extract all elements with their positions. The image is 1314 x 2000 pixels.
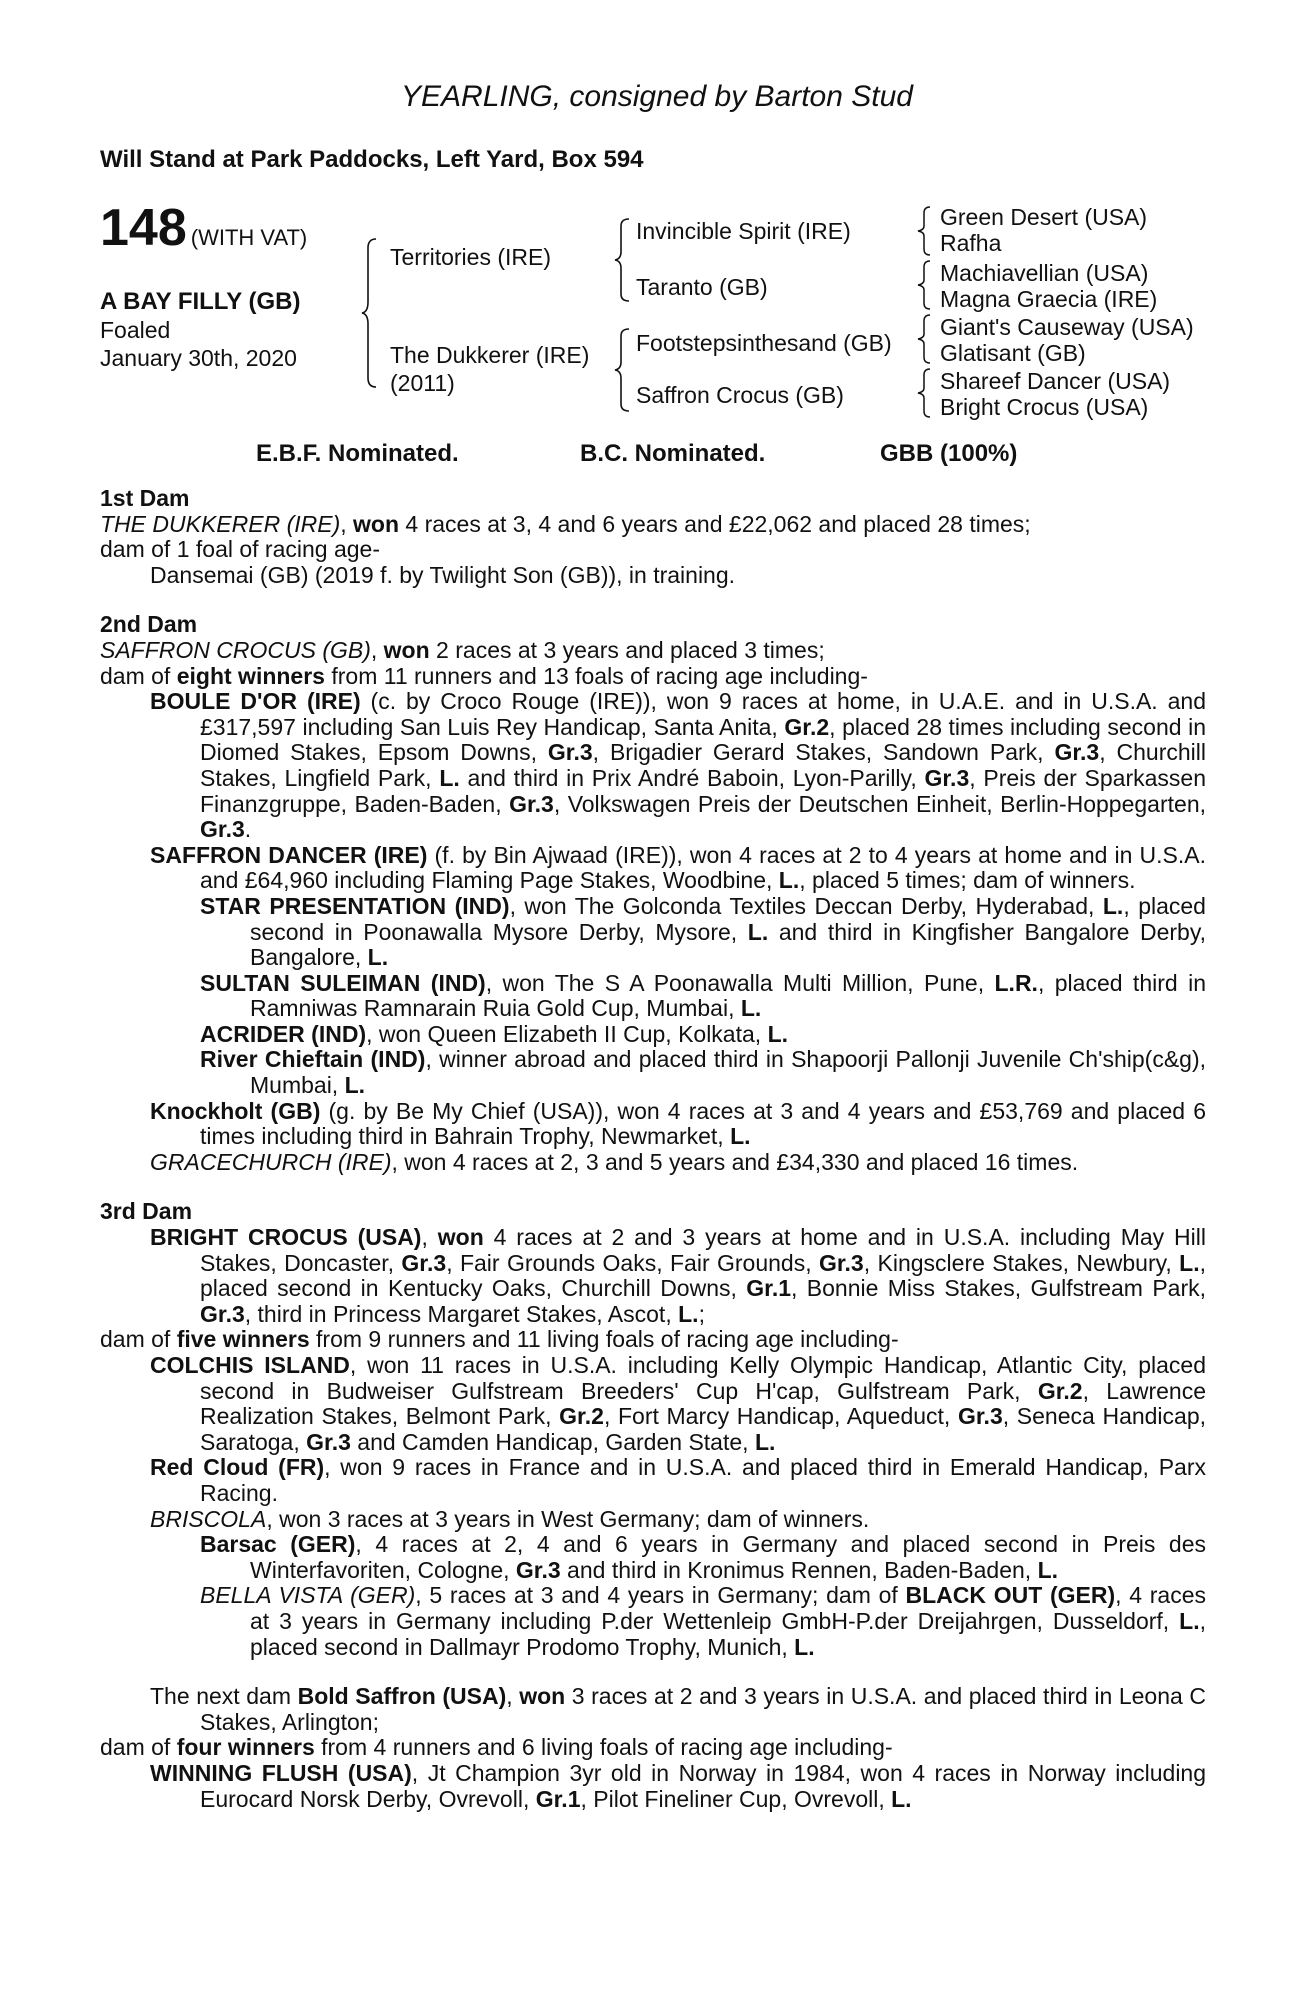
pedigree-entry [100, 1353, 1206, 1455]
pedigree-entry [100, 537, 1206, 563]
entry-text: dam of [100, 662, 177, 689]
entry-text: SULTAN SULEIMAN (IND) [200, 969, 486, 996]
pedigree-ss-sire: Green Desert (USA) [940, 204, 1148, 230]
entry-text: , Kingsclere Stakes, Newbury, [863, 1249, 1180, 1276]
pedigree-entry [100, 1455, 1206, 1506]
pedigree-entry [100, 664, 1206, 690]
foaled-date: January 30th, 2020 [100, 345, 297, 371]
entry-text: River Chieftain (IND) [200, 1046, 426, 1073]
pedigree-entry [100, 1761, 1206, 1812]
entry-text: ; [698, 1300, 705, 1327]
entry-text: and third in Prix André Baboin, Lyon-Parilly, [459, 764, 925, 791]
pedigree-entry [100, 1150, 1206, 1176]
pedigree-entry [100, 843, 1206, 894]
pedigree-entry [100, 563, 1206, 589]
gbb-rating: GBB (100%) [880, 440, 1018, 467]
pedigree-brace-sire [615, 218, 631, 302]
entry-text: won [437, 1224, 484, 1251]
entry-text: L. [778, 867, 800, 894]
entry-text: Gr.3 [924, 764, 970, 791]
pedigree-sire-dam: Taranto (GB) [636, 274, 768, 300]
pedigree-entry [100, 1507, 1206, 1533]
dam-section [100, 1684, 1206, 1812]
entry-text: , third in Princess Margaret Stakes, Ascot, [244, 1300, 679, 1327]
entry-text: Gr.1 [746, 1275, 792, 1302]
entry-text: Bold Saffron (USA) [297, 1683, 507, 1710]
entry-text: , won 3 races at 3 years in West Germany; dam of winners. [266, 1505, 870, 1532]
entry-text: L. [767, 1020, 789, 1047]
pedigree-entry [100, 894, 1206, 971]
entry-text: L. [439, 764, 460, 791]
entry-text: Gr.3 [200, 816, 245, 843]
entry-text: Gr.3 [306, 1428, 351, 1455]
entry-text: , Lawrence Realization Stakes, Belmont Park, [200, 1377, 1206, 1430]
pedigree-entry [100, 512, 1206, 538]
entry-text: , Bonnie Miss Stakes, Gulfstream Park, [791, 1275, 1206, 1302]
pedigree-entry [100, 1735, 1206, 1761]
entry-text: , 5 races at 3 and 4 years in Germany; dam of [415, 1582, 906, 1609]
foaled-label: Foaled [100, 317, 171, 343]
entry-text: L. [367, 944, 389, 971]
entry-text: , [340, 510, 354, 537]
entry-text: L. [1102, 892, 1124, 919]
entry-text: L. [891, 1785, 912, 1812]
entry-text: (c. by Croco Rouge (IRE)), won 9 races at home, in U.A.E. and in U.S.A. and £317,597 including San Luis Rey Handicap, Santa Anita, [200, 688, 1206, 740]
entry-text: , won 4 races at 2, 3 and 5 years and £34,330 and placed 16 times. [391, 1148, 1079, 1175]
pedigree-entry [100, 689, 1206, 843]
entry-text: COLCHIS ISLAND [150, 1352, 350, 1378]
pedigree-sire: Territories (IRE) [390, 244, 552, 270]
vat-note: (WITH VAT) [190, 225, 308, 250]
pedigree-dam-dam: Saffron Crocus (GB) [636, 382, 844, 408]
entry-text: L. [678, 1300, 699, 1327]
pedigree-entry [100, 971, 1206, 1022]
entry-text: Gr.3 [818, 1249, 864, 1276]
entry-text: , [421, 1224, 438, 1251]
entry-text: L. [794, 1633, 815, 1660]
entry-text: , Churchill Stakes, Lingfield Park, [200, 739, 1206, 791]
foaled-info [100, 316, 297, 372]
entry-text: L.R. [994, 969, 1038, 996]
pedigree-ds-dam: Glatisant (GB) [940, 340, 1086, 366]
entry-text: L. [740, 995, 762, 1022]
section-heading: 1st Dam [100, 485, 190, 511]
entry-text: , Brigadier Gerard Stakes, Sandown Park, [592, 739, 1055, 766]
entry-text: , placed third in Ramniwas Ramnarain Ruia Gold Cup, Mumbai, [250, 969, 1206, 1022]
entry-text: , Fort Marcy Handicap, Aqueduct, [603, 1403, 958, 1430]
pedigree-ds-sire: Giant's Causeway (USA) [940, 314, 1194, 340]
pedigree-entry [100, 638, 1206, 664]
entry-text: Dansemai (GB) (2019 f. by Twilight Son (GB)), in training. [150, 561, 736, 588]
entry-text: Gr.3 [547, 739, 593, 766]
entry-text: won [383, 636, 430, 663]
pedigree-entry [100, 1225, 1206, 1327]
lot-number-block [100, 199, 308, 257]
entry-text: , Volkswagen Preis der Deutschen Einheit, Berlin-Hoppegarten, [553, 790, 1206, 817]
entry-text: BRIGHT CROCUS (USA) [150, 1224, 422, 1251]
entry-text: BOULE D'OR (IRE) [150, 688, 361, 715]
stand-location: Will Stand at Park Paddocks, Left Yard, Box 594 [100, 146, 644, 173]
entry-text: , Pilot Fineliner Cup, Ovrevoll, [580, 1785, 892, 1812]
entry-text: L. [1179, 1607, 1200, 1634]
entry-text: four winners [176, 1734, 315, 1761]
entry-text: BRISCOLA [150, 1505, 267, 1532]
pedigree-entry [100, 1099, 1206, 1150]
entry-text: , Seneca Handicap, Saratoga, [200, 1403, 1207, 1455]
entry-text: Gr.3 [509, 790, 554, 817]
entry-text: won [519, 1683, 566, 1710]
page-title: YEARLING, consigned by Barton Stud [401, 80, 913, 113]
entry-text: , 4 races at 3 years in Germany including P.der Wettenleip GmbH-P.der Dreijahrgen, Dusseldorf, [250, 1582, 1206, 1634]
entry-text: eight winners [176, 662, 325, 689]
pedigree-entry [100, 1047, 1206, 1098]
entry-text: , won Queen Elizabeth II Cup, Kolkata, [366, 1020, 768, 1047]
entry-text: SAFFRON CROCUS (GB) [100, 636, 371, 663]
pedigree-entry [100, 1327, 1206, 1353]
entry-text: five winners [176, 1326, 310, 1353]
pedigree-dam-year: (2011) [390, 370, 455, 396]
entry-text: dam of [100, 1326, 177, 1353]
entry-text: Red Cloud (FR) [150, 1454, 325, 1481]
entry-text: , won 9 races in France and in U.S.A. and placed third in Emerald Handicap, Parx Racing. [200, 1454, 1206, 1506]
entry-text: , placed 5 times; dam of winners. [799, 867, 1136, 894]
entry-text: , placed second in Kentucky Oaks, Churchill Downs, [200, 1249, 1207, 1302]
pedigree-brace-ds [918, 314, 932, 364]
dam-section [100, 1199, 1206, 1660]
bc-nomination: B.C. Nominated. [580, 440, 766, 467]
entry-text: , [506, 1683, 520, 1710]
entry-text: SAFFRON DANCER (IRE) [150, 841, 428, 868]
entry-text: Gr.3 [957, 1403, 1003, 1430]
entry-text: Gr.2 [784, 713, 830, 740]
entry-text: dam of [100, 1734, 177, 1761]
entry-text: from 4 runners and 6 living foals of racing age including- [314, 1734, 893, 1761]
entry-text: BELLA VISTA (GER) [200, 1582, 416, 1609]
pedigree-sd-dam: Magna Graecia (IRE) [940, 286, 1158, 312]
entry-text: WINNING FLUSH (USA) [150, 1759, 412, 1786]
entry-text: , Fair Grounds Oaks, Fair Grounds, [446, 1249, 819, 1276]
entry-text: The next dam [150, 1683, 298, 1710]
entry-text: and third in Kronimus Rennen, Baden-Baden, [560, 1556, 1038, 1583]
pedigree-brace-ss [918, 206, 932, 256]
entry-text: , placed second in Poonawalla Mysore Derby, Mysore, [250, 892, 1206, 945]
entry-text: Knockholt (GB) [150, 1097, 321, 1124]
entry-text: , won The S A Poonawalla Multi Million, Pune, [485, 969, 995, 996]
entry-text: , winner abroad and placed third in Shapoorji Pallonji Juvenile Ch'ship(c&g), Mumbai, [250, 1046, 1207, 1099]
pedigree-ss-dam: Rafha [940, 230, 1002, 256]
entry-text: , 4 races at 2, 4 and 6 years in Germany and placed second in Preis des Winterfavoriten, Cologne, [250, 1531, 1206, 1583]
entry-text: , won 11 races in U.S.A. including Kelly Olympic Handicap, Atlantic City, placed second in Budweiser Gulfstream Breeders' Cup H'cap, Gulfstream Park, [200, 1352, 1206, 1404]
entry-text: BLACK OUT (GER) [905, 1582, 1116, 1609]
entry-text: L. [754, 1428, 776, 1455]
pedigree-sire-sire: Invincible Spirit (IRE) [636, 218, 851, 244]
entry-text: THE DUKKERER (IRE) [100, 510, 341, 537]
entry-text: won [353, 510, 400, 537]
entry-text: L. [747, 918, 769, 945]
pedigree-sd-sire: Machiavellian (USA) [940, 260, 1149, 286]
pedigree-entry [100, 1532, 1206, 1583]
entry-text: 2 races at 3 years and placed 3 times; [429, 636, 825, 663]
entry-text: Gr.3 [1054, 739, 1100, 766]
entry-text: (f. by Bin Ajwaad (IRE)), won 4 races at 2 to 4 years at home and in U.S.A. and £64,960 including Flaming Page Stakes, Woodbine, [200, 841, 1206, 894]
entry-text: from 9 runners and 11 living foals of racing age including- [309, 1326, 899, 1353]
entry-text: L. [344, 1072, 366, 1099]
pedigree-body [100, 486, 1206, 1836]
pedigree-dam-sire: Footstepsinthesand (GB) [636, 330, 892, 356]
pedigree-brace-dam [615, 328, 631, 412]
entry-text: , won The Golconda Textiles Deccan Derby, Hyderabad, [509, 892, 1103, 919]
entry-text: , placed 28 times including second in Diomed Stakes, Epsom Downs, [200, 713, 1206, 766]
entry-text: Gr.3 [515, 1556, 561, 1583]
entry-text: 3 races at 2 and 3 years in U.S.A. and placed third in Leona C Stakes, Arlington; [200, 1683, 1206, 1735]
pedigree-entry [100, 1022, 1206, 1048]
dam-section [100, 612, 1206, 1175]
entry-text: 4 races at 2 and 3 years at home and in U.S.A. including May Hill Stakes, Doncaster, [200, 1224, 1206, 1276]
pedigree-brace-sd [918, 260, 932, 310]
lot-number: 148 [100, 199, 187, 257]
pedigree-entry [100, 1583, 1206, 1660]
entry-text: , Preis der Sparkassen Finanzgruppe, Baden-Baden, [200, 764, 1206, 817]
entry-text: STAR PRESENTATION (IND) [200, 892, 510, 919]
entry-text: Barsac (GER) [200, 1531, 356, 1558]
entry-text: ACRIDER (IND) [200, 1020, 367, 1047]
entry-text: L. [1179, 1249, 1200, 1276]
entry-text: and third in Kingfisher Bangalore Derby, Bangalore, [250, 918, 1207, 971]
entry-text: 4 races at 3, 4 and 6 years and £22,062 and placed 28 times; [399, 510, 1031, 537]
entry-text: Gr.1 [535, 1785, 581, 1812]
dam-section [100, 486, 1206, 588]
pedigree-brace-dd [918, 368, 932, 418]
entry-text: dam of 1 foal of racing age- [100, 536, 380, 563]
entry-text: L. [730, 1123, 751, 1150]
entry-text: . [244, 816, 252, 843]
entry-text: , Jt Champion 3yr old in Norway in 1984, won 4 races in Norway including Eurocard Norsk Derby, Ovrevoll, [200, 1759, 1207, 1812]
section-heading: 3rd Dam [100, 1198, 193, 1225]
pedigree-dd-dam: Bright Crocus (USA) [940, 394, 1149, 420]
entry-text: (g. by Be My Chief (USA)), won 4 races at 3 and 4 years and £53,769 and placed 6 times including third in Bahrain Trophy, Newmarket, [200, 1097, 1206, 1150]
lot-name: A BAY FILLY (GB) [100, 288, 301, 315]
entry-text: Gr.3 [200, 1300, 245, 1327]
entry-text: Gr.3 [401, 1249, 447, 1276]
pedigree-brace-main [362, 238, 378, 388]
ebf-nomination: E.B.F. Nominated. [256, 440, 459, 467]
entry-text: , placed second in Dallmayr Prodomo Trophy, Munich, [250, 1607, 1206, 1660]
entry-text: Gr.2 [559, 1403, 604, 1430]
entry-text: and Camden Handicap, Garden State, [350, 1428, 755, 1455]
pedigree-dam: The Dukkerer (IRE) [390, 342, 590, 368]
entry-text: Gr.2 [1037, 1377, 1083, 1404]
entry-text: GRACECHURCH (IRE) [150, 1148, 392, 1175]
pedigree-entry [100, 1684, 1206, 1735]
entry-text: from 11 runners and 13 foals of racing age including- [324, 662, 868, 689]
entry-text: , [370, 636, 384, 663]
entry-text: L. [1037, 1556, 1059, 1583]
pedigree-dd-sire: Shareef Dancer (USA) [940, 368, 1171, 394]
section-heading: 2nd Dam [100, 611, 198, 638]
